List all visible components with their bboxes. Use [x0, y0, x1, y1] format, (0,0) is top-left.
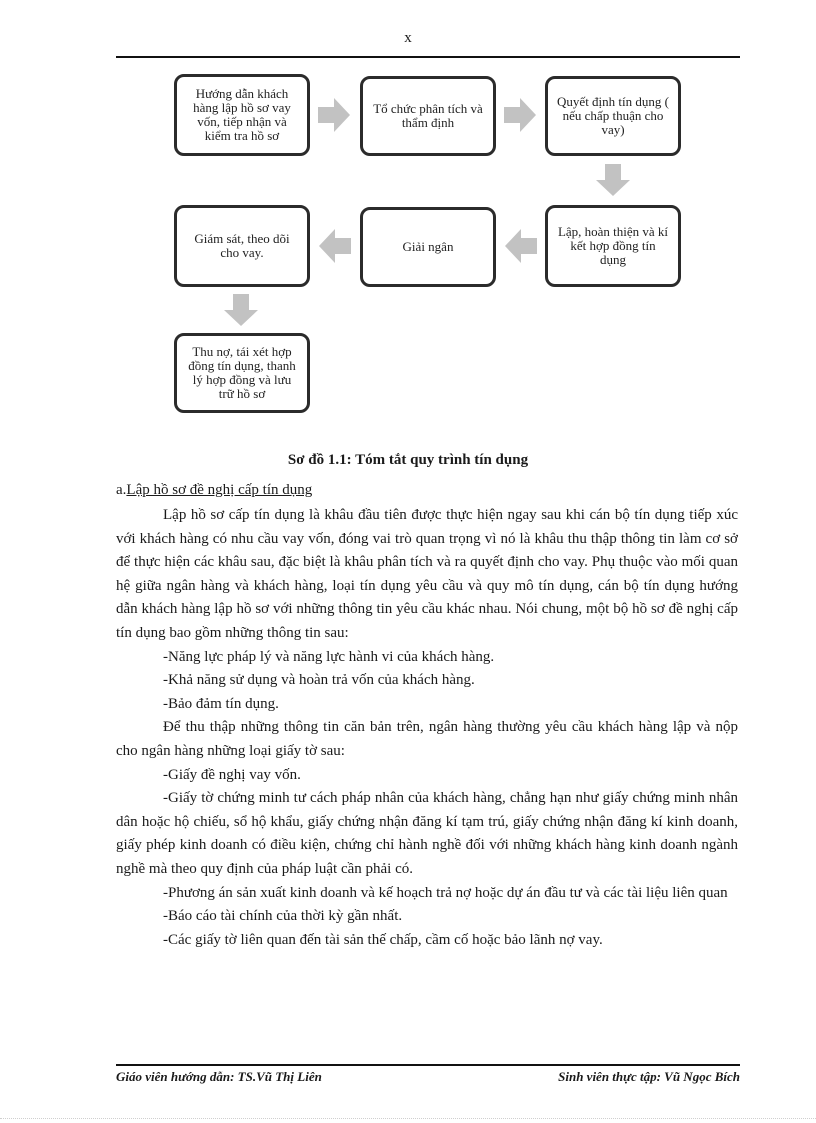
flow-step-6-label: Giám sát, theo dõi cho vay. [194, 231, 290, 260]
list-item: -Báo cáo tài chính của thời kỳ gần nhất. [163, 908, 403, 925]
figure-caption: Sơ đồ 1.1: Tóm tắt quy trình tín dụng [287, 452, 529, 468]
footer-student: Sinh viên thực tập: Vũ Ngọc Bích [558, 1069, 740, 1084]
flow-step-7-label: Thu nợ, tái xét hợp đồng tín dụng, thanh lý hợp đồng và lưu trữ hồ sơ [188, 344, 296, 401]
arrow-down-icon [596, 164, 630, 196]
footer [116, 1069, 740, 1085]
flow-step-4 [545, 205, 681, 287]
page-edge-divider [0, 1118, 816, 1119]
list-item: -Bảo đảm tín dụng. [163, 695, 279, 712]
flow-step-3-label: Quyết định tín dụng ( nếu chấp thuận cho vay) [557, 94, 669, 137]
header-rule [116, 56, 740, 58]
list-item: -Năng lực pháp lý và năng lực hành vi của khách hàng. [163, 648, 495, 665]
footer-advisor: Giáo viên hướng dẫn: TS.Vũ Thị Liên [116, 1069, 322, 1084]
list-item: -Giấy tờ chứng minh tư cách pháp nhân của khách hàng, chẳng hạn như giấy chứng minh nhân dân hoặc hộ chiếu, sổ hộ khẩu, giấy chứng nhận đăng kí tạm trú, giấy chứng nhận đăng kí kinh doanh, giấy phép kinh doanh có điều kiện, chứng chỉ hành nghề đối với những khách hàng kinh doanh ngành nghề mà theo quy định của pháp luật cần phải có. [116, 790, 738, 877]
flow-step-2 [360, 76, 496, 156]
arrow-left-icon [505, 229, 537, 263]
flow-step-1 [174, 74, 310, 156]
section-prefix: a. [116, 482, 127, 498]
flow-step-4-label: Lập, hoàn thiện và kí kết hợp đồng tín dụng [557, 224, 669, 267]
list-item: -Khả năng sử dụng và hoàn trả vốn của khách hàng. [163, 672, 475, 689]
section-title: Lập hồ sơ đề nghị cấp tín dụng [126, 482, 313, 498]
flow-step-7 [174, 333, 310, 413]
flow-step-1-label: Hướng dẫn khách hàng lập hồ sơ vay vốn, tiếp nhận và kiểm tra hồ sơ [193, 86, 291, 143]
flow-step-6 [174, 205, 310, 287]
flow-step-3 [545, 76, 681, 156]
paragraph: Lập hồ sơ cấp tín dụng là khâu đầu tiên được thực hiện ngay sau khi cán bộ tín dụng tiếp xúc với khách hàng có nhu cầu vay vốn, đóng vai trò quan trọng vì nó là khâu thu thập thông tin làm cơ sở để thực hiện các khâu sau, đặc biệt là khâu phân tích và ra quyết định cho vay. Phụ thuộc vào mối quan hệ giữa ngân hàng và khách hàng, loại tín dụng yêu cầu và quy mô tín dụng, cán bộ tín dụng hướng dẫn khách hàng lập hồ sơ với những thông tin yêu cầu khác nhau. Nói chung, một bộ hồ sơ đề nghị cấp tín dụng bao gồm những thông tin sau: [116, 507, 738, 641]
arrow-right-icon [318, 98, 350, 132]
list-item: -Giấy đề nghị vay vốn. [163, 766, 301, 783]
list-item: -Phương án sản xuất kinh doanh và kế hoạch trả nợ hoặc dự án đầu tư và các tài liệu liên quan [163, 884, 728, 901]
section-heading [116, 482, 312, 499]
arrow-left-icon [319, 229, 351, 263]
body-text [116, 504, 738, 952]
flow-step-5 [360, 207, 496, 287]
flow-step-2-label: Tổ chức phân tích và thẩm định [373, 101, 483, 130]
footer-rule [116, 1064, 740, 1066]
list-item: -Các giấy tờ liên quan đến tài sản thế chấp, cầm cố hoặc bảo lãnh nợ vay. [163, 931, 603, 948]
header-mark: x [404, 30, 412, 46]
arrow-right-icon [504, 98, 536, 132]
flow-step-5-label: Giải ngân [402, 239, 454, 254]
arrow-down-icon [224, 294, 258, 326]
paragraph: Để thu thập những thông tin căn bản trên, ngân hàng thường yêu cầu khách hàng lập và nộp cho ngân hàng những loại giấy tờ sau: [116, 719, 738, 759]
